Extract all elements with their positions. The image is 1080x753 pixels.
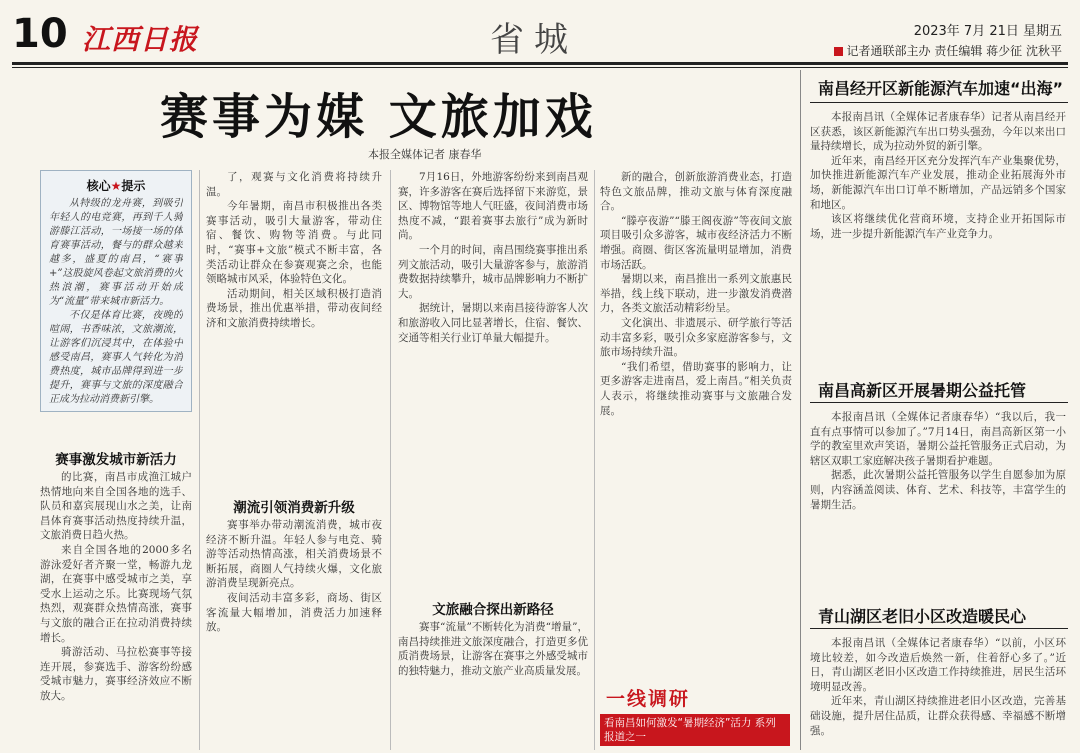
paragraph: 据统计，暑期以来南昌接待游客人次和旅游收入同比显著增长，住宿、餐饮、交通等相关行业订单量大幅提升。 xyxy=(398,302,588,344)
col2-subhead: 潮流引领消费新升级 xyxy=(233,500,355,516)
col3-subhead: 文旅融合探出新路径 xyxy=(432,602,554,618)
star-icon: ★ xyxy=(110,179,122,193)
header-rule xyxy=(12,62,1068,65)
section-title: 省城 xyxy=(490,20,578,60)
paragraph: 该区将继续优化营商环境，支持企业开拓国际市场，进一步提升新能源汽车产业竞争力。 xyxy=(810,213,1066,240)
issue-date: 2023年 7月 21日 星期五 xyxy=(913,24,1062,39)
paragraph: 本报南昌讯（全媒体记者康春华）“以前，小区环境比较差，如今改造后焕然一新，住着舒心多了。”近日，青山湖区老旧小区改造工作持续推进，居民生活环境明显改善。 xyxy=(810,637,1066,693)
main-headline: 赛事为媒 文旅加戏 xyxy=(160,89,597,145)
right-article-2-text xyxy=(810,410,1066,594)
paragraph: 本报南昌讯（全媒体记者康春华）记者从南昌经开区获悉，该区新能源汽车出口势头强劲，今年以来出口量持续增长，成为拉动外贸的新引擎。 xyxy=(810,111,1066,153)
summary-box xyxy=(40,170,192,412)
summary-paragraph: 从特级的龙舟赛，到吸引年轻人的电竞赛，再到千人骑游滕江活动，一场接一场的体育赛事活动，餐与的群众越来越多，盛夏的南昌，“赛事+”这股旋风卷起文旅消费的火热浪潮，赛事活动开始成为“流量”带来城市新活力。 xyxy=(49,198,183,307)
col2-text-b xyxy=(206,518,382,750)
header-rule-thin xyxy=(12,67,1068,68)
right-article-2-title: 南昌高新区开展暑期公益托管 xyxy=(818,381,1027,400)
right-article-1-text xyxy=(810,110,1066,350)
paragraph: 来自全国各地的2000多名游泳爱好者齐聚一堂，畅游九龙湖，在赛事中感受城市之美，享受水上运动之乐。比赛现场气氛热烈，观赛群众热情高涨，赛事与文旅的融合正在拉动消费持续增长。 xyxy=(40,543,192,644)
summary-title-prefix: 核心 xyxy=(86,179,111,193)
paragraph: 新的融合，创新旅游消费业态，打造特色文旅品牌，推动文旅与体育深度融合。 xyxy=(600,171,792,213)
paragraph: 了，观赛与文化消费将持续升温。 xyxy=(206,171,382,198)
paragraph: 暑期以来，南昌推出一系列文旅惠民举措，线上线下联动，进一步激发消费潜力，各类文旅活动精彩纷呈。 xyxy=(600,273,792,315)
paragraph: 7月16日，外地游客纷纷来到南昌观赛，许多游客在赛后选择留下来游览，景区、博物馆等地人气旺盛，夜间消费市场热度不减，“跟着赛事去旅行”成为新时尚。 xyxy=(398,171,588,242)
right-article-3-text xyxy=(810,636,1066,750)
credits-text: 记者通联部主办 责任编辑 蒋少征 沈秋平 xyxy=(846,44,1062,58)
summary-paragraph: 不仅是体育比赛，夜晚的喧闹，书香味浓，文旅潮流，让游客们沉浸其中，在体验中感受南昌，赛事人气转化为消费热度，城市品牌得到进一步提升，赛事与文旅的深度融合正成为拉动消费新引擎。 xyxy=(49,310,183,405)
column-divider xyxy=(199,170,200,750)
paragraph: “滕亭夜游”“滕王阁夜游”等夜间文旅项目吸引众多游客，城市夜经济活力不断增强。商圈、街区客流量明显增加，消费市场活跃。 xyxy=(600,214,792,271)
paragraph: 的比赛，南昌市成渔江城户热情地向来自全国各地的选手、队员和嘉宾展现山水之美，让南昌体育赛事活动热度持续升温，文旅消费日趋火热。 xyxy=(40,471,192,542)
paragraph: 近年来，青山湖区持续推进老旧小区改造，完善基础设施，提升居住品质，让群众获得感、幸福感不断增强。 xyxy=(810,695,1066,737)
paragraph: “我们希望，借助赛事的影响力，让更多游客走进南昌，爱上南昌。”相关负责人表示，将继续推动赛事与文旅融合发展。 xyxy=(600,360,792,417)
article-rule xyxy=(810,628,1068,629)
paragraph: 文化演出、非遗展示、研学旅行等活动丰富多彩，吸引众多家庭游客参与，文旅市场持续升温。 xyxy=(600,316,792,359)
col3-text xyxy=(398,170,588,582)
right-article-1-title: 南昌经开区新能源汽车加速“出海” xyxy=(818,79,1064,98)
right-column-divider xyxy=(800,70,801,750)
article-rule xyxy=(810,102,1068,103)
red-square-icon xyxy=(834,47,843,56)
editor-credits xyxy=(834,42,1062,59)
right-article-3-title: 青山湖区老旧小区改造暖民心 xyxy=(818,607,1027,626)
article-rule xyxy=(810,402,1068,403)
column-divider xyxy=(594,170,595,750)
summary-title-suffix: 提示 xyxy=(121,179,146,193)
banner-subtitle: 看南昌如何激发“暑期经济”活力 系列报道之一 xyxy=(604,717,776,743)
paragraph: 赛事“流量”不断转化为消费“增量”，南昌持续推进文旅深度融合，打造更多优质消费场景，让游客在赛事之外感受城市的独特魅力，推动文旅产业高质量发展。 xyxy=(398,621,588,677)
col1-subhead: 赛事激发城市新活力 xyxy=(55,452,177,468)
col1-text xyxy=(40,470,192,750)
col3-text-b xyxy=(398,620,588,750)
paragraph: 今年暑期，南昌市积极推出各类赛事活动，吸引大量游客，带动住宿、餐饮、购物等消费。与此同时，“赛事+文旅”模式不断丰富，各类活动让群众在参赛观赛之余，也能领略城市风采，体验特色文化。 xyxy=(206,200,382,286)
paragraph: 据悉，此次暑期公益托管服务以学生自愿参加为原则，内容涵盖阅读、体育、艺术、科技等，丰富学生的暑期生活。 xyxy=(810,469,1066,511)
page-number: 10 xyxy=(12,11,68,57)
col4-text xyxy=(600,170,792,670)
col2-text xyxy=(206,170,382,490)
paragraph: 活动期间，相关区域积极打造消费场景，推出优惠举措，带动夜间经济和文旅消费持续增长。 xyxy=(206,287,382,329)
paragraph: 一个月的时间，南昌围绕赛事推出系列文旅活动，吸引大量游客参与，旅游消费数据持续攀升，城市品牌影响力不断扩大。 xyxy=(398,243,588,300)
paragraph: 骑游活动、马拉松赛事等接连开展，参赛选手、游客纷纷感受城市魅力，赛事经济效应不断放大。 xyxy=(40,646,192,702)
paragraph: 赛事举办带动潮流消费，城市夜经济不断升温。年轻人参与电竞、骑游等活动热情高涨，相关消费场景不断拓展，商圈人气持续火爆，文化旅游消费呈现新亮点。 xyxy=(206,519,382,590)
column-divider xyxy=(390,170,391,750)
paragraph: 夜间活动丰富多彩，商场、街区客流量大幅增加，消费活力加速释放。 xyxy=(206,591,382,634)
banner-title: 一线调研 xyxy=(606,688,691,710)
masthead-logo: 江西日报 xyxy=(82,23,199,56)
summary-title xyxy=(41,177,191,194)
byline: 本报全媒体记者 康春华 xyxy=(368,148,482,161)
paragraph: 近年来，南昌经开区充分发挥汽车产业集聚优势，加快推进新能源汽车产业发展，推动企业拓展海外市场，新能源汽车出口订单不断增加，产品远销多个国家和地区。 xyxy=(810,154,1066,211)
summary-text xyxy=(49,197,183,405)
series-banner xyxy=(600,678,790,748)
paragraph: 本报南昌讯（全媒体记者康春华）“我以后，我一直有点事情可以参加了。”7月14日，南昌高新区第一小学的教室里欢声笑语，暑期公益托管服务正式启动，为辖区双职工家庭解决孩子暑期看护难题。 xyxy=(810,411,1066,467)
